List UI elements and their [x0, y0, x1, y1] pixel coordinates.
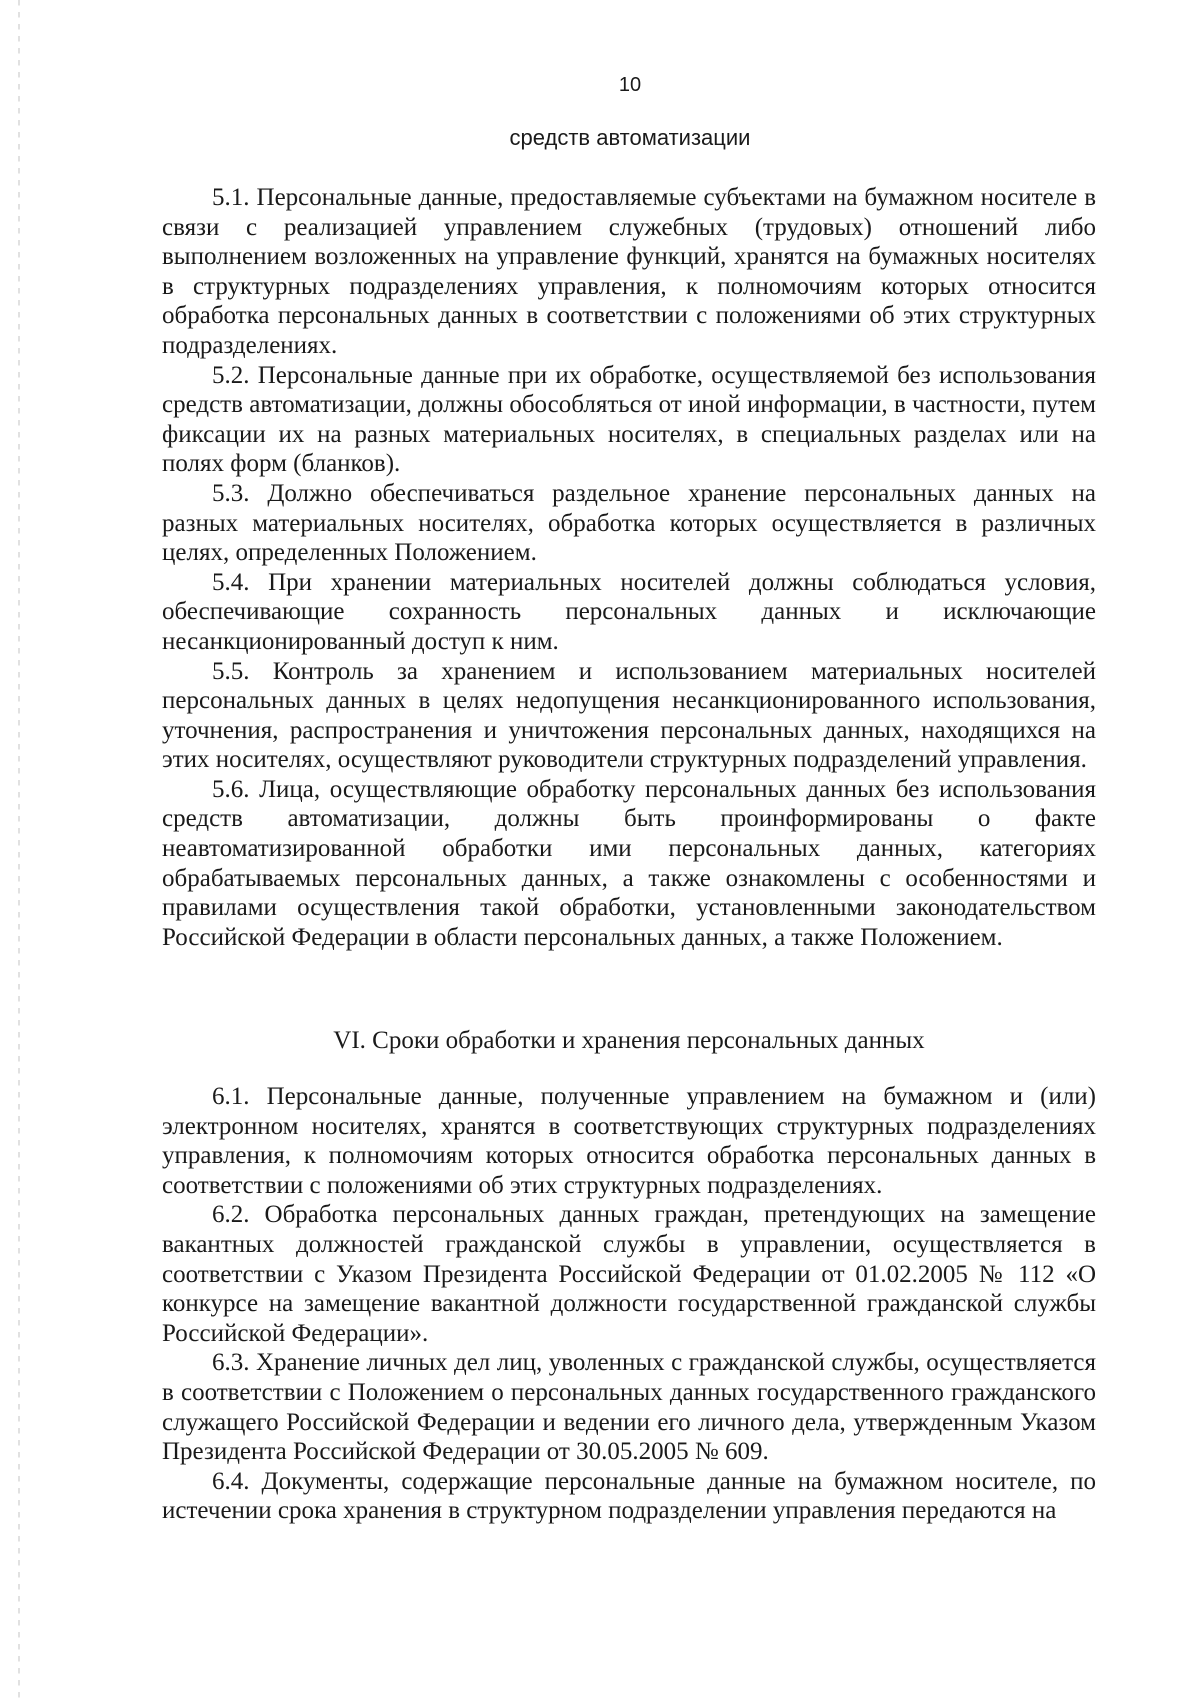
- paragraph-6-4: 6.4. Документы, содержащие персональные данные на бумажном носителе, по истечении срока хранения в структурном подразделении управления передаются на: [162, 1467, 1096, 1525]
- paragraph-5-2: 5.2. Персональные данные при их обработке, осуществляемой без использования средств автоматизации, должны обособляться от иной информации, в частности, путем фиксации их на разных материальных носителях, в специальных разделах или на полях форм (бланков).: [162, 361, 1096, 478]
- paragraph-5-5: 5.5. Контроль за хранением и использованием материальных носителей персональных данных в целях недопущения несанкционированного использования, уточнения, распространения и уничтожения персональных данных, находящихся на этих носителях, осуществляют руководители структурных подразделений управления.: [162, 657, 1096, 774]
- section-6-body: [162, 1082, 1096, 1526]
- paragraph-6-1: 6.1. Персональные данные, полученные управлением на бумажном и (или) электронном носителях, хранятся в соответствующих структурных подразделениях управления, к полномочиям которых относится обработка персональных данных в соответствии с положениями об этих структурных подразделениях.: [162, 1083, 1096, 1199]
- scan-edge-decoration: [18, 0, 20, 1698]
- paragraph-5-6: 5.6. Лица, осуществляющие обработку персональных данных без использования средств автоматизации, должны быть проинформированы о факте неавтоматизированной обработки ими персональных данных, категориях обрабатываемых персональных данных, а также ознакомлены с особенностями и правилами осуществления такой обработки, установленными законодательством Российской Федерации в области персональных данных, а также Положением.: [162, 775, 1096, 951]
- paragraph-6-3: 6.3. Хранение личных дел лиц, уволенных с гражданской службы, осуществляется в соответствии с Положением о персональных данных государственного гражданского служащего Российской Федерации и ведении его личного дела, утвержденным Указом Президента Российской Федерации от 30.05.2005 № 609.: [162, 1349, 1096, 1466]
- section-6-title: VI. Сроки обработки и хранения персональных данных: [333, 1027, 925, 1054]
- paragraph-5-4: 5.4. При хранении материальных носителей должны соблюдаться условия, обеспечивающие сохранность персональных данных и исключающие несанкционированный доступ к ним.: [162, 568, 1096, 655]
- paragraph-5-1: 5.1. Персональные данные, предоставляемые субъектами на бумажном носителе в связи с реализацией управлением служебных (трудовых) отношений либо выполнением возложенных на управление функций, хранятся на бумажных носителях в структурных подразделениях управления, к полномочиям которых относится обработка персональных данных в соответствии с положениями об этих структурных подразделениях.: [162, 184, 1096, 359]
- page-number: 10: [618, 74, 642, 96]
- continued-heading: средств автоматизации: [509, 125, 751, 150]
- section-5-body: [162, 183, 1096, 952]
- paragraph-6-2: 6.2. Обработка персональных данных граждан, претендующих на замещение вакантных должностей гражданской службы в управлении, осуществляется в соответствии с Указом Президента Российской Федерации от 01.02.2005 № 112 «О конкурсе на замещение вакантной должности государственной гражданской службы Российской Федерации».: [162, 1201, 1096, 1347]
- paragraph-5-3: 5.3. Должно обеспечиваться раздельное хранение персональных данных на разных материальных носителях, обработка которых осуществляется в различных целях, определенных Положением.: [162, 479, 1096, 567]
